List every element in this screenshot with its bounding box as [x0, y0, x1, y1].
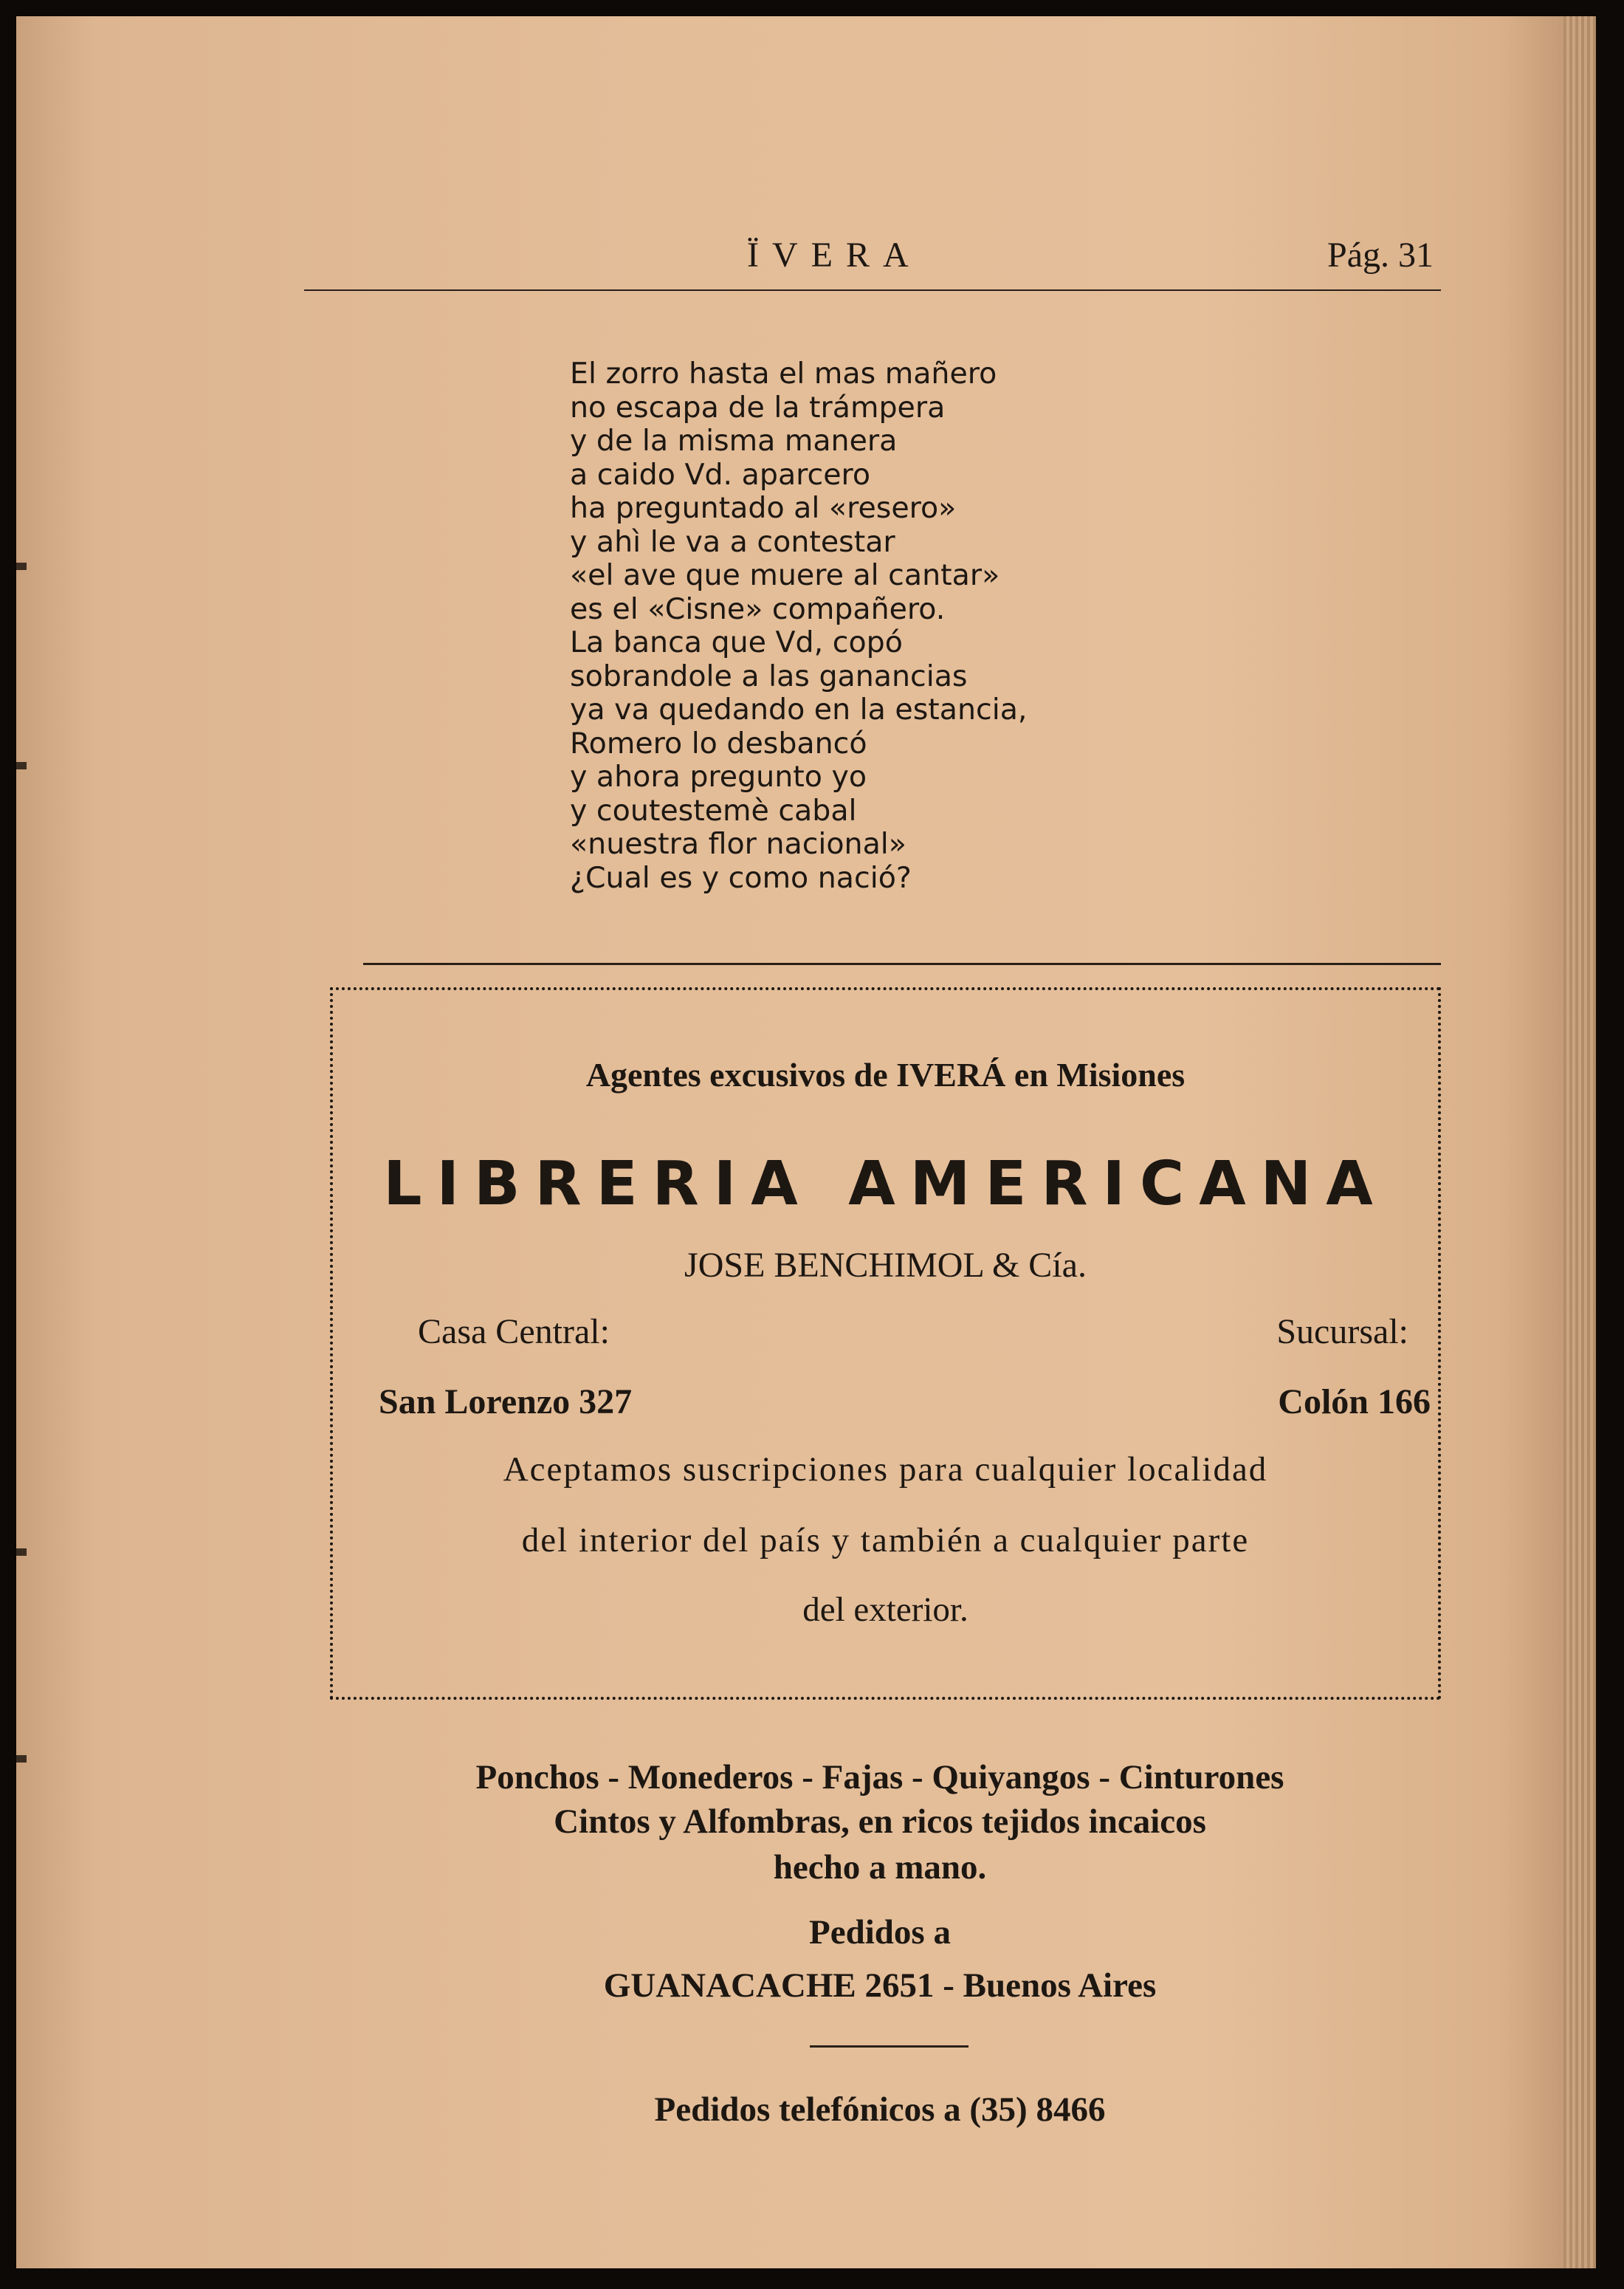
poem: [570, 357, 1160, 895]
running-header: [304, 222, 1441, 295]
casa-central-address: San Lorenzo 327: [379, 1382, 633, 1421]
products-line: Ponchos - Monederos - Fajas - Quiyangos - Cinturones: [475, 1758, 1284, 1796]
poem-line: ¿Cual es y como nació?: [570, 860, 912, 895]
subscription-text: Aceptamos suscripciones para cualquier localidad: [503, 1450, 1268, 1489]
bookstore-name: LIBRERIA AMERICANA: [383, 1149, 1388, 1219]
binding-mark: [16, 1548, 27, 1556]
poem-line: La banca que Vd, copó: [570, 625, 903, 659]
products-line: Cintos y Alfombras, en ricos tejidos incaicos: [554, 1802, 1206, 1841]
casa-central-label: Casa Central:: [418, 1312, 610, 1351]
poem-line: no escapa de la trámpera: [570, 390, 946, 425]
poem-line: ha preguntado al «resero»: [570, 491, 957, 525]
poem-line: Romero lo desbancó: [570, 726, 867, 761]
orders-label: Pedidos a: [809, 1913, 951, 1952]
page-edge: [1563, 16, 1596, 2268]
poem-line: y coutestemè cabal: [570, 793, 857, 828]
magazine-title: ÏVERA: [747, 236, 922, 275]
binding-mark: [16, 762, 27, 769]
advertisement-box: [330, 987, 1441, 1700]
poem-line: y de la misma manera: [570, 424, 898, 458]
section-rule: [363, 963, 1441, 965]
poem-line: El zorro hasta el mas mañero: [570, 357, 997, 391]
poem-line: sobrandole a las ganancias: [570, 659, 968, 693]
poem-line: «nuestra flor nacional»: [570, 827, 906, 861]
poem-line: «el ave que muere al cantar»: [570, 558, 1000, 592]
poem-line: y ahì le va a contestar: [570, 524, 895, 559]
company-name: JOSE BENCHIMOL & Cía.: [684, 1246, 1087, 1285]
binding-mark: [16, 1755, 27, 1763]
poem-line: es el «Cisne» compañero.: [570, 591, 946, 626]
header-rule: [304, 289, 1441, 291]
subscription-text: del interior del país y también a cualquier parte: [521, 1521, 1250, 1559]
poem-line: y ahora pregunto yo: [570, 760, 867, 794]
sucursal-label: Sucursal:: [1276, 1312, 1408, 1351]
ad-agents-heading: Agentes excusivos de IVERÁ en Misiones: [585, 1056, 1186, 1094]
binding-mark: [16, 563, 27, 570]
document-page: [16, 16, 1596, 2268]
page-number: Pág. 31: [1327, 236, 1434, 275]
orders-address: GUANACACHE 2651 - Buenos Aires: [603, 1966, 1157, 2005]
short-rule: [810, 2045, 968, 2048]
sucursal-address: Colón 166: [1278, 1382, 1431, 1421]
phone-orders: Pedidos telefónicos a (35) 8466: [654, 2090, 1106, 2129]
products-line: hecho a mano.: [773, 1848, 987, 1887]
subscription-text: del exterior.: [802, 1590, 968, 1629]
poem-line: a caido Vd. aparcero: [570, 457, 871, 492]
poem-line: ya va quedando en la estancia,: [570, 693, 1028, 727]
